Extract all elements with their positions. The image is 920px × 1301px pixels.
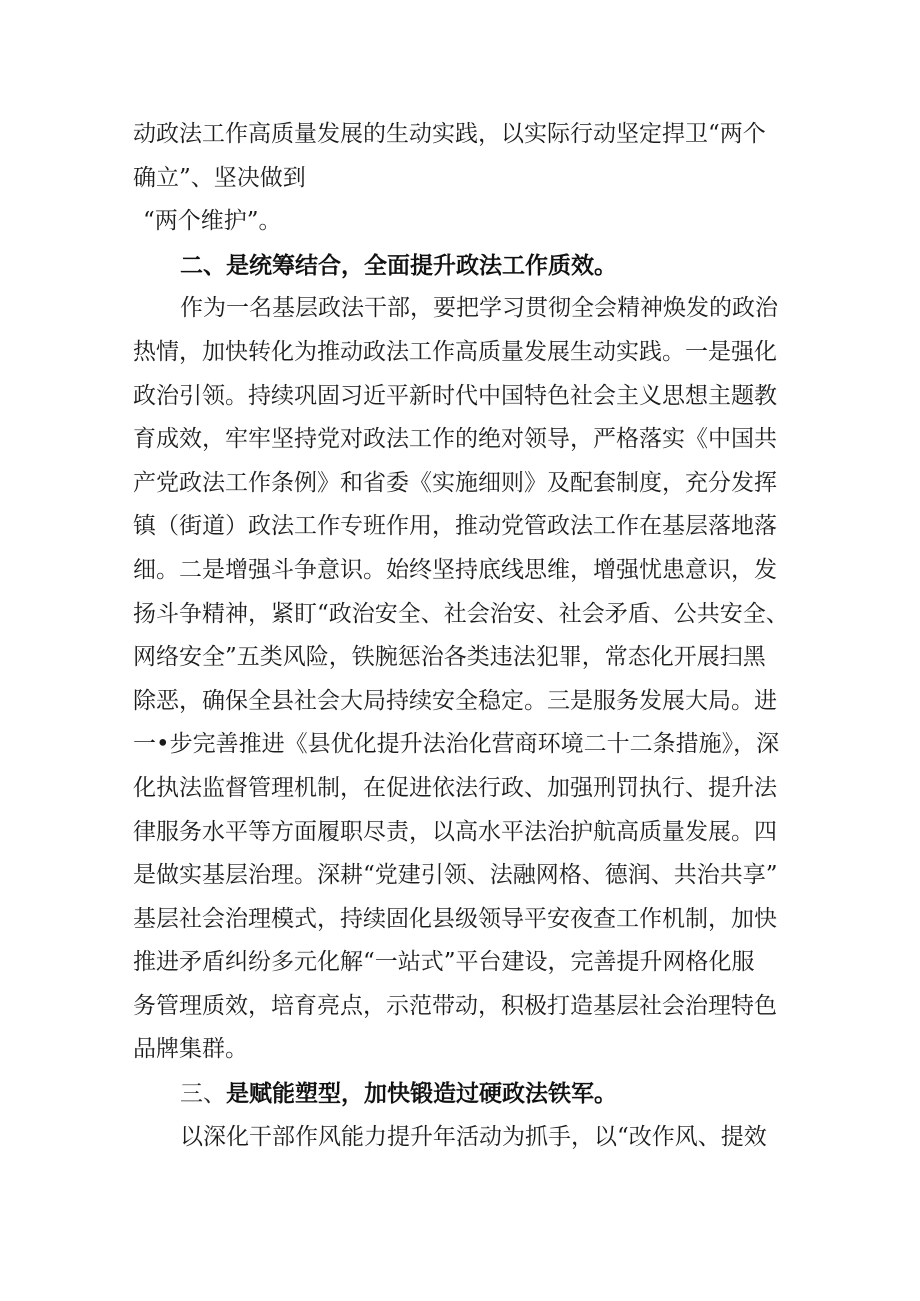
section-paragraph bbox=[133, 287, 813, 1072]
section-heading bbox=[133, 1072, 813, 1116]
paragraph-line: 动政法工作高质量发展的生动实践，以实际行动坚定捍卫“两个 bbox=[133, 121, 766, 147]
paragraph-line: 务管理质效，培育亮点，示范带动，积极打造基层社会治理特色 bbox=[133, 992, 777, 1019]
document-body bbox=[133, 113, 813, 1159]
paragraph-line: 育成效，牢牢坚持党对政法工作的绝对领导，严格落实《中国共 bbox=[133, 426, 777, 453]
paragraph-line: 除恶，确保全县社会大局持续安全稳定。三是服务发展大局。进 bbox=[133, 687, 777, 714]
section-heading: 二、是统筹结合，全面提升政法工作质效。 bbox=[180, 251, 617, 279]
section-2 bbox=[133, 244, 813, 1072]
paragraph-line: 是做实基层治理。深耕“党建引领、法融网格、德润、共治共享” bbox=[133, 862, 778, 889]
paragraph-line: 热情，加快转化为推动政法工作高质量发展生动实践。一是强化 bbox=[133, 338, 777, 365]
paragraph-line: 确立”、坚决做到 bbox=[133, 164, 306, 191]
paragraph-line: 推进矛盾纠纷多元化解“一站式”平台建设，完善提升网格化服 bbox=[133, 949, 755, 976]
paragraph-line: 扬斗争精神，紧盯“政治安全、社会治安、社会矛盾、公共安全、 bbox=[133, 600, 789, 627]
paragraph-line: 一•步完善推进《县优化提升法治化营商环境二十二条措施》，深 bbox=[133, 731, 780, 758]
paragraph-line: “两个维护”。 bbox=[143, 208, 282, 235]
paragraph-line: 化执法监督管理机制，在促进依法行政、加强刑罚执行、提升法 bbox=[133, 774, 777, 801]
paragraph-line: 细。二是增强斗争意识。始终坚持底线思维，增强忧患意识，发 bbox=[133, 556, 777, 583]
section-paragraph bbox=[133, 1116, 813, 1160]
section-heading-text: 是赋能塑型，加快锻造过硬政法铁军。 bbox=[226, 1080, 617, 1108]
paragraph-line: 作为一名基层政法干部，要把学习贯彻全会精神焕发的政治 bbox=[180, 295, 778, 322]
paragraph-line: 律服务水平等方面履职尽责，以高水平法治护航高质量发展。四 bbox=[133, 818, 777, 845]
paragraph-line: 基层社会治理模式，持续固化县级领导平安夜查工作机制，加快 bbox=[133, 905, 777, 932]
paragraph-line: 网络安全”五类风险，铁腕惩治各类违法犯罪，常态化开展扫黑 bbox=[133, 644, 766, 671]
continued-paragraph bbox=[133, 113, 813, 244]
paragraph-line: 产党政法工作条例》和省委《实施细则》及配套制度，充分发挥 bbox=[133, 469, 777, 496]
section-3 bbox=[133, 1072, 813, 1159]
paragraph-line: 以深化干部作风能力提升年活动为抓手，以“改作风、提效 bbox=[180, 1123, 767, 1150]
paragraph-line: 政治引领。持续巩固习近平新时代中国特色社会主义思想主题教 bbox=[133, 382, 777, 409]
paragraph-line: 镇（街道）政法工作专班作用，推动党管政法工作在基层落地落 bbox=[133, 513, 777, 540]
paragraph-line: 品牌集群。 bbox=[133, 1036, 248, 1063]
section-heading-number: 三、 bbox=[180, 1081, 226, 1108]
